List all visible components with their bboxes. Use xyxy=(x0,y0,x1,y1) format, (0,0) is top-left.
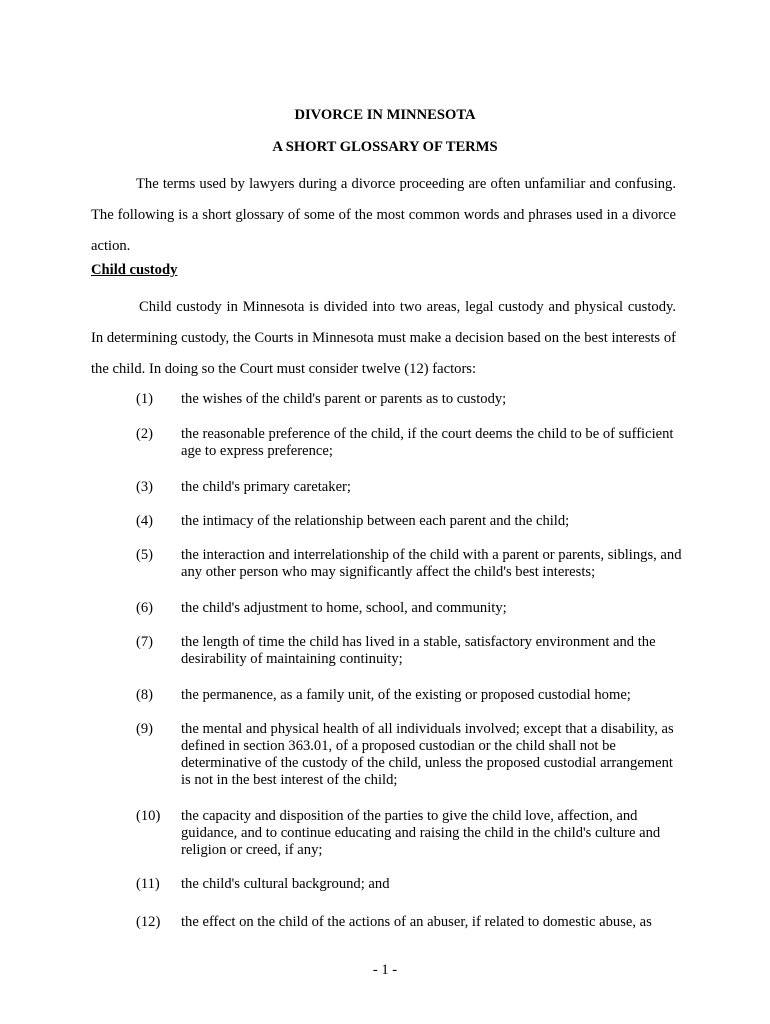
factor-text: the mental and physical health of all individuals involved; except that a disability, as defined in section 363.01, of a proposed custodian or the child shall not be determinative of the custody of the child, unless the proposed custodial arrangement is not in the best interest of the child; xyxy=(181,721,674,788)
factor-text: the capacity and disposition of the parties to give the child love, affection, and guidance, and to continue educating and raising the child in the child's culture and religion or creed, if any; xyxy=(181,808,661,858)
factor-number: (3) xyxy=(136,479,154,495)
factor-number: (6) xyxy=(136,600,154,616)
factor-text: the child's cultural background; and xyxy=(181,876,390,892)
factor-number: (7) xyxy=(136,634,154,650)
factor-text: the intimacy of the relationship between each parent and the child; xyxy=(181,513,570,529)
factor-text: the child's primary caretaker; xyxy=(181,479,351,495)
intro-text: The terms used by lawyers during a divorce proceeding are often unfamiliar and confusing. The following is a short glossary of some of the most common words and phrases used in a divorce action. xyxy=(91,176,676,254)
factor-number: (12) xyxy=(136,914,161,930)
child-custody-text: Child custody in Minnesota is divided into two areas, legal custody and physical custody. In determining custody, the Courts in Minnesota must make a decision based on the best interests of the child. In doing so the Court must consider twelve (12) factors: xyxy=(91,299,676,377)
factor-number: (1) xyxy=(136,391,154,407)
section-heading-child-custody: Child custody xyxy=(91,262,178,278)
factor-text: the interaction and interrelationship of the child with a parent or parents, siblings, and any other person who may significantly affect the child's best interests; xyxy=(181,547,682,580)
factor-number: (4) xyxy=(136,513,154,529)
factor-number: (9) xyxy=(136,721,154,737)
factor-text: the reasonable preference of the child, if the court deems the child to be of sufficient age to express preference; xyxy=(181,426,674,459)
document-title: DIVORCE IN MINNESOTA xyxy=(294,107,476,123)
factor-text: the effect on the child of the actions of an abuser, if related to domestic abuse, as xyxy=(181,914,652,930)
document-subtitle: A SHORT GLOSSARY OF TERMS xyxy=(272,139,498,155)
factor-text: the length of time the child has lived in a stable, satisfactory environment and the desirability of maintaining continuity; xyxy=(181,634,656,667)
child-custody-paragraph xyxy=(91,292,676,385)
factor-text: the child's adjustment to home, school, and community; xyxy=(181,600,507,616)
intro-paragraph xyxy=(91,169,676,262)
factor-number: (5) xyxy=(136,547,154,563)
factor-number: (8) xyxy=(136,687,154,703)
factor-number: (2) xyxy=(136,426,154,442)
page-number: - 1 - xyxy=(372,962,398,978)
factor-text: the permanence, as a family unit, of the existing or proposed custodial home; xyxy=(181,687,631,703)
factor-text: the wishes of the child's parent or parents as to custody; xyxy=(181,391,507,407)
factor-number: (10) xyxy=(136,808,161,824)
factor-number: (11) xyxy=(136,876,160,892)
